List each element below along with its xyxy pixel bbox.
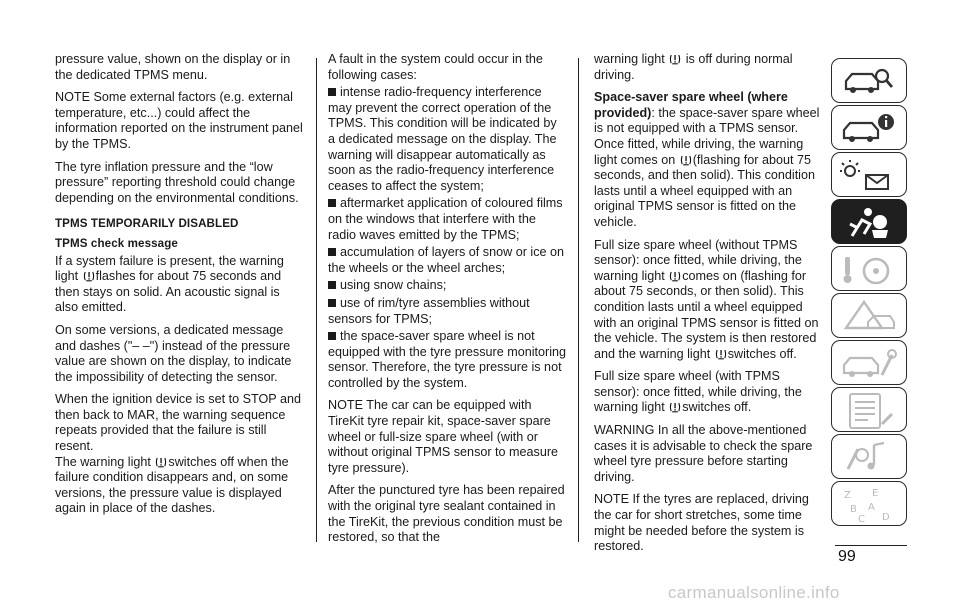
multimedia-note-icon [832, 435, 908, 480]
note-paragraph: NOTE If the tyres are replaced, driving the car for short stretches, some time might be needed before the system is restored. [594, 492, 809, 554]
bullet-square-icon [328, 281, 336, 289]
paragraph [55, 254, 305, 316]
bullet-square-icon [328, 88, 336, 96]
warning-lights-icon [832, 153, 908, 198]
chapter-tab-servicing[interactable] [831, 340, 907, 385]
paragraph: A fault in the system could occur in the following cases: [328, 52, 543, 82]
list-item: aftermarket application of coloured films on the windows that interfere with the radio waves emitted by the TPMS; [328, 196, 563, 242]
paragraph: On some versions, a dedicated message and dashes ("– –") instead of the pressure value are shown on the display, to indicate the impossibility of detecting the sensor. [55, 322, 292, 384]
column-3 [594, 52, 826, 562]
text: If a system failure is present, the warning light [55, 253, 284, 284]
chapter-tab-technical-data[interactable] [831, 387, 907, 432]
text: switches off when the failure condition disappears and, on some versions, the pressure value is displayed again in place of the dashes. [55, 454, 289, 516]
warning-paragraph: WARNING In all the above-mentioned cases it is advisable to check the spare wheel tyre pressure before starting driving. [594, 423, 813, 484]
list-item: use of rim/tyre assemblies without sensors for TPMS; [328, 295, 530, 326]
svg-text:C: C [858, 514, 865, 525]
column-divider [316, 58, 317, 542]
paragraph: Full size spare wheel (without TPMS sensor): once fitted, while driving, the warning light comes on (flashing for about 75 seconds, or then solid). This condition lasts until a wheel equipped with an original TPMS sensor is fitted on the vehicle. The system is then restored and the warning light switches off. [594, 237, 819, 361]
paragraph: The tyre inflation pressure and the “low pressure” reporting threshold could change depending on the environmental conditions. [55, 159, 299, 205]
page-number: 99 [838, 548, 856, 565]
paragraph: Full size spare wheel (with TPMS sensor): once fitted, while driving, the warning light switches off. [594, 369, 802, 415]
paragraph: When the ignition device is set to STOP and then back to MAR, the warning sequence repeats provided that the failure is still resent. [55, 392, 301, 454]
chapter-tab-instrument-panel[interactable] [831, 105, 907, 150]
bullet-square-icon [328, 332, 336, 340]
chapter-tab-warning-lights[interactable] [831, 152, 907, 197]
bold-term: Space-saver spare wheel (where provided) [594, 90, 788, 120]
list-item: using snow chains; [328, 278, 566, 294]
column-1 [55, 52, 305, 524]
svg-text:D: D [882, 512, 890, 523]
column-2 [328, 52, 566, 553]
chapter-tab-getting-to-know[interactable] [831, 58, 907, 103]
text: flashes for about 75 seconds and then stays on solid. An acoustic signal is also emitted. [55, 269, 282, 315]
svg-text:A: A [868, 502, 875, 513]
bullet-square-icon [328, 199, 336, 207]
subsection-heading: TPMS check message [55, 236, 178, 250]
technical-data-list-icon [832, 388, 908, 433]
tpms-warning-icon [715, 348, 727, 360]
section-heading: TPMS TEMPORARILY DISABLED [55, 217, 239, 231]
safety-airbag-icon [832, 200, 908, 245]
list-item: accumulation of layers of snow or ice on the wheels or the wheel arches; [328, 245, 565, 275]
list-item: the space-saver spare wheel is not equipped with the tyre pressure monitoring sensor. Therefore, the tyre pressure is not controlled by the system. [328, 329, 567, 390]
chapter-tab-emergency[interactable] [831, 293, 907, 338]
list-item: intense radio-frequency interference may prevent the correct operation of the TPMS. This condition will be indicated by a dedicated message on the display. The warning will disappear automatically as soon as the radio-frequency interference ceases to affect the system; [328, 85, 557, 193]
bullet-square-icon [328, 248, 336, 256]
column-divider [578, 58, 579, 542]
paragraph: warning light is off during normal driving. [594, 52, 793, 82]
note-paragraph: NOTE Some external factors (e.g. external temperature, etc...) could affect the information reported on the instrument panel by the TPMS. [55, 90, 303, 151]
bullet-square-icon [328, 299, 336, 307]
watermark: carmanualsonline.info [668, 583, 840, 602]
car-info-icon [832, 106, 908, 151]
svg-text:Z: Z [844, 490, 851, 501]
paragraph: pressure value, shown on the display or in the dedicated TPMS menu. [55, 52, 291, 82]
tpms-warning-icon [669, 270, 681, 282]
paragraph: After the punctured tyre has been repaired with the original tyre sealant contained in the TireKit, the previous condition must be restored, so that the [328, 483, 565, 545]
paragraph [55, 455, 305, 517]
steering-wheel-key-icon [832, 247, 908, 292]
chapter-tab-index[interactable] [831, 481, 907, 526]
chapter-tab-safety[interactable] [831, 199, 907, 244]
warning-triangle-car-icon [832, 294, 908, 339]
tpms-warning-icon [680, 154, 692, 166]
chapter-tab-starting-driving[interactable] [831, 246, 907, 291]
tpms-warning-icon [669, 401, 681, 413]
svg-text:B: B [850, 504, 857, 515]
chapter-tab-multimedia[interactable] [831, 434, 907, 479]
tpms-warning-icon [669, 53, 681, 65]
note-paragraph: NOTE The car can be equipped with TireKit tyre repair kit, space-saver spare wheel or full-size spare wheel (with or without original TPMS sensor to measure tyre pressure). [328, 398, 559, 475]
paragraph: Space-saver spare wheel (where provided): the space-saver spare wheel is not equipped with a TPMS sensor. Once fitted, while driving, the warning light comes on (flashing for about 75 seconds, and then solid). This condition lasts until a wheel equipped with an original TPMS sensor is fitted on the vehicle. [594, 90, 820, 229]
page-number-rule [835, 545, 907, 546]
car-wrench-icon [832, 341, 908, 386]
tpms-warning-icon [83, 270, 95, 282]
car-magnifier-icon [832, 59, 908, 104]
svg-text:E: E [872, 488, 879, 499]
text: The warning light [55, 454, 151, 469]
tpms-warning-icon [155, 456, 167, 468]
alphabet-index-icon [832, 482, 908, 527]
